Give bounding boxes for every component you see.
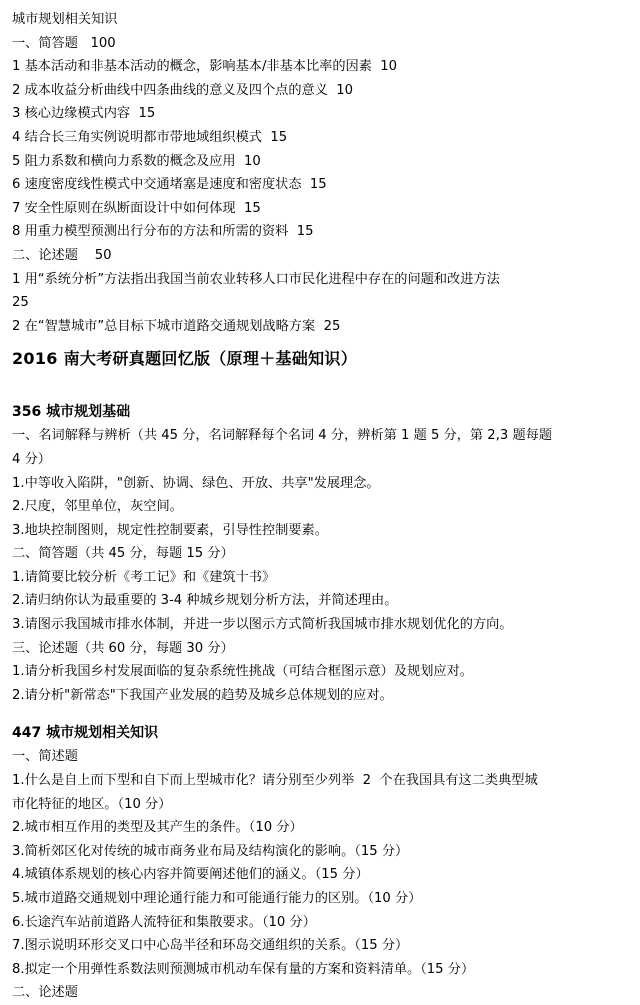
spacer xyxy=(12,374,628,400)
part2-sec1-header: 一、名词解释与辨析（共 45 分，名词解释每个名词 4 分，辨析第 1 题 5 分，第 2,3 题每题 xyxy=(12,428,553,444)
question-item-continued: 25 xyxy=(12,295,29,311)
question-item: 3.简析郊区化对传统的城市商务业布局及结构演化的影响。（15 分） xyxy=(12,843,409,859)
question-item: 3.请图示我国城市排水体制，并进一步以图示方式简析我国城市排水规划优化的方向。 xyxy=(12,617,513,633)
question-item: 6.长途汽车站前道路人流特征和集散要求。（10 分） xyxy=(12,914,316,930)
question-item: 5 阻力系数和横向力系数的概念及应用 10 xyxy=(12,153,261,169)
question-item: 6 速度密度线性模式中交通堵塞是速度和密度状态 15 xyxy=(12,177,327,193)
section-part2 xyxy=(12,400,628,707)
question-item: 4 结合长三角实例说明都市带地域组织模式 15 xyxy=(12,129,288,145)
question-item: 4.城镇体系规划的核心内容并简要阐述他们的涵义。（15 分） xyxy=(12,867,369,883)
part2-sec2-header: 二、简答题（共 45 分，每题 15 分） xyxy=(12,546,234,562)
section-part1 xyxy=(12,8,628,338)
question-item: 1.什么是自上而下型和自下而上型城市化？请分别至少列举 2 个在我国具有这二类典型城 xyxy=(12,773,538,789)
question-item: 5.城市道路交通规划中理论通行能力和可能通行能力的区别。（10 分） xyxy=(12,891,422,906)
question-item: 3 核心边缘模式内容 15 xyxy=(12,106,156,122)
question-item: 1 用“系统分析”方法指出我国当前农业转移人口市民化进程中存在的问题和改进方法 xyxy=(12,271,500,287)
question-item: 2.请归纳你认为最重要的 3-4 种城乡规划分析方法，并简述理由。 xyxy=(12,593,398,609)
part2-sec1-header-continued: 4 分） xyxy=(12,451,51,467)
banner-title: 2016 南大考研真题回忆版（原理＋基础知识） xyxy=(12,349,358,369)
section-part3 xyxy=(12,721,628,1005)
question-item: 8.拟定一个用弹性系数法则预测城市机动车保有量的方案和资料清单。（15 分） xyxy=(12,961,475,977)
question-item: 7 安全性原则在纵断面设计中如何体现 15 xyxy=(12,200,261,216)
question-item: 2.城市相互作用的类型及其产生的条件。（10 分） xyxy=(12,820,303,836)
part1-title: 城市规划相关知识 xyxy=(12,12,118,27)
question-item: 1.请分析我国乡村发展面临的复杂系统性挑战（可结合框图示意）及规划应对。 xyxy=(12,664,473,680)
question-item: 1.请简要比较分析《考工记》和《建筑十书》 xyxy=(12,569,276,585)
question-item: 3.地块控制图则，规定性控制要素，引导性控制要素。 xyxy=(12,522,328,538)
question-item: 2 在“智慧城市”总目标下城市道路交通规划战略方案 25 xyxy=(12,318,341,334)
spacer xyxy=(12,707,628,721)
part2-title: 356 城市规划基础 xyxy=(12,404,131,421)
question-item: 2 成本收益分析曲线中四条曲线的意义及四个点的意义 10 xyxy=(12,82,354,98)
question-item: 8 用重力模型预测出行分布的方法和所需的资料 15 xyxy=(12,224,314,240)
question-item: 2.尺度，邻里单位，灰空间。 xyxy=(12,499,183,515)
question-item: 7.图示说明环形交叉口中心岛半径和环岛交通组织的关系。（15 分） xyxy=(12,938,409,954)
part1-group2-header: 二、论述题 50 xyxy=(12,247,112,263)
part3-sec1-header: 一、简述题 xyxy=(12,749,78,765)
question-item: 1 基本活动和非基本活动的概念，影响基本/非基本比率的因素 10 xyxy=(12,59,398,75)
part1-group1-header: 一、简答题 100 xyxy=(12,35,116,51)
question-item: 1.中等收入陷阱，"创新、协调、绿色、开放、共享"发展理念。 xyxy=(12,475,380,491)
part2-sec3-header: 三、论述题（共 60 分，每题 30 分） xyxy=(12,640,234,656)
question-item-continued: 市化特征的地区。（10 分） xyxy=(12,796,172,812)
part3-sec2-header: 二、论述题 xyxy=(12,985,78,1001)
part3-title: 447 城市规划相关知识 xyxy=(12,725,159,742)
question-item: 2.请分析"新常态"下我国产业发展的趋势及城乡总体规划的应对。 xyxy=(12,687,393,703)
